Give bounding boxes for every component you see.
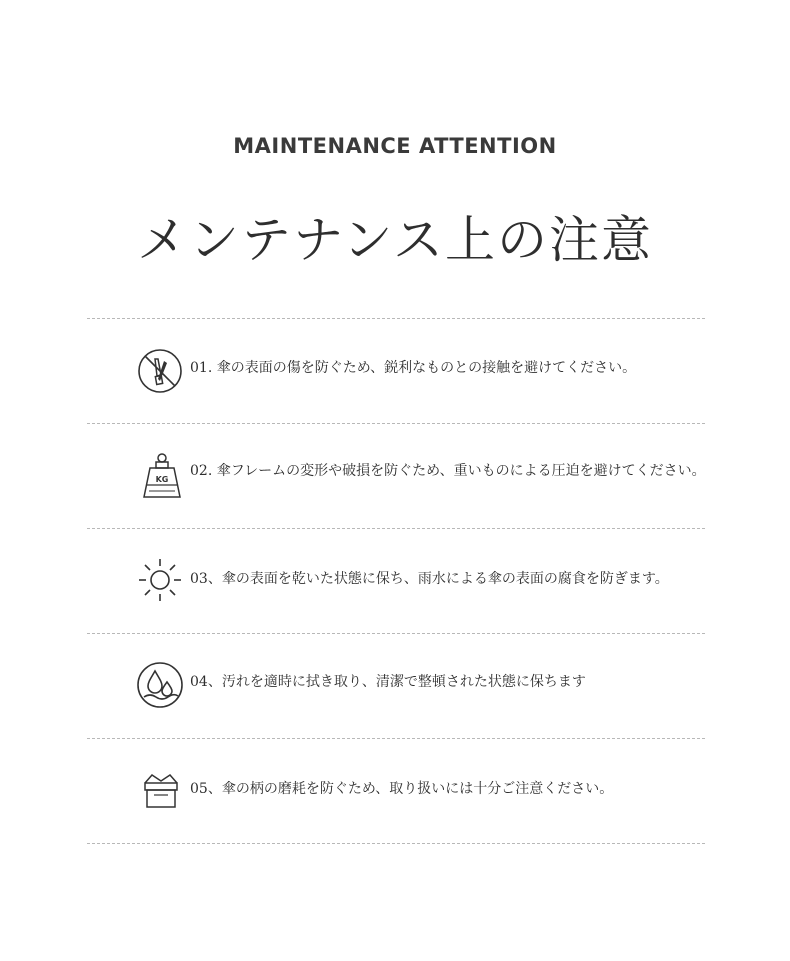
divider [87, 738, 705, 739]
divider [87, 843, 705, 844]
weight-kg-icon [141, 453, 183, 503]
kg-label: KG [155, 475, 169, 484]
storage-box-icon [142, 773, 180, 813]
item-text: 02. 傘フレームの変形や破損を防ぐため、重いものによる圧迫を避けてください。 [190, 463, 706, 479]
divider [87, 633, 705, 634]
item-text: 03、傘の表面を乾いた状態に保ち、雨水による傘の表面の腐食を防ぎます。 [190, 571, 669, 587]
page-title: メンテナンス上の注意 [137, 211, 653, 269]
divider [87, 423, 705, 424]
item-text: 01. 傘の表面の傷を防ぐため、鋭利なものとの接触を避けてください。 [190, 360, 637, 376]
divider [87, 318, 705, 319]
item-text: 05、傘の柄の磨耗を防ぐため、取り扱いには十分ご注意ください。 [190, 781, 614, 797]
page-subtitle: MAINTENANCE ATTENTION [233, 134, 557, 158]
water-drops-icon [136, 661, 184, 713]
no-sharp-objects-icon [136, 347, 184, 399]
sun-icon [136, 556, 184, 608]
divider [87, 528, 705, 529]
item-text: 04、汚れを適時に拭き取り、清潔で整頓された状態に保ちます [190, 674, 586, 690]
